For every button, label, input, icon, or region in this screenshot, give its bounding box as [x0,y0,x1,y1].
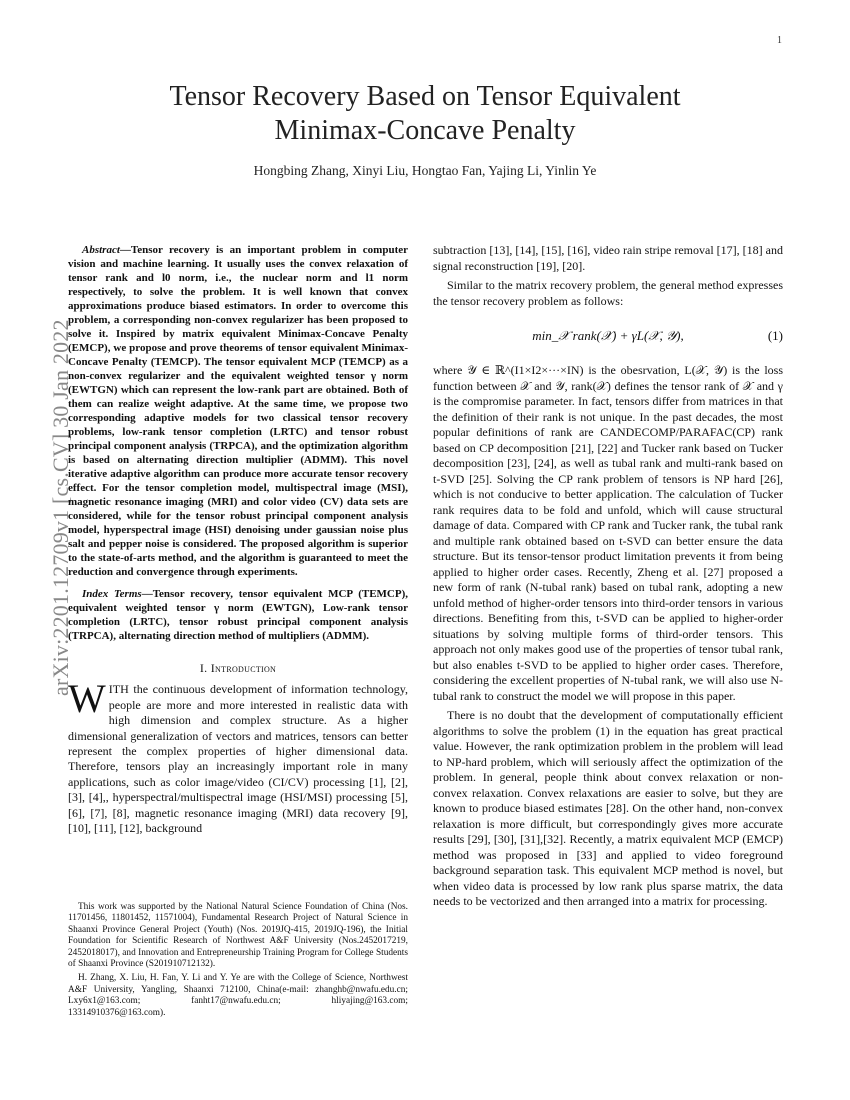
equation-1 [433,319,783,353]
arxiv-identifier-stamp[interactable]: arXiv:2201.12709v1 [cs.CV] 30 Jan 2022 [48,319,73,696]
title-line-2: Minimax-Concave Penalty [274,115,576,146]
title-line-1: Tensor Recovery Based on Tensor Equivalent [169,81,681,112]
section-title: Introduction [210,661,277,675]
paragraph-continuation: subtraction [13], [14], [15], [16], video rain stripe removal [17], [18] and signal reconstruction [19], [20]. [433,243,783,273]
author-list: Hongbing Zhang, Xinyi Liu, Hongtao Fan, Yajing Li, Yinlin Ye [253,163,597,178]
footnote-affiliation: H. Zhang, X. Liu, H. Fan, Y. Li and Y. Ye are with the College of Science, Northwest A&F University, Yangling, Shaanxi 712100, China(e-mail: zhanghb@nwafu.edu.cn; Lxy6x1@163.com; fanht17@nwafu.edu.cn; hliyajing@163.com; 13314910376@163.com). [68,973,408,1018]
abstract [68,243,408,579]
footnote-funding: This work was supported by the National Natural Science Foundation of China (Nos. 11701456, 11801452, 11571004), Fundamental Research Project of Natural Science in Shaanxi Province General Project (Youth) (Nos. 2019JQ-415, 2019JQ-196), the Initial Foundation for Scientific Research of Northwest A&F University (Nos.2452017219, 2452018017), and Innovation and Entrepreneurship Training Program for College Students of Shaanxi Province (S201910712132). [68,902,408,970]
equation-body: min_𝒳 rank(𝒳) + γL(𝒳, 𝒴), [532,328,684,344]
intro-paragraph [68,676,408,836]
index-terms [68,587,408,643]
page-number: 1 [777,35,782,46]
index-terms-text: —Tensor recovery, tensor equivalent MCP (TEMCP), equivalent weighted tensor γ norm (EWTGN), Low-rank tensor completion (LRTC), tensor robust principal component analysis (TRPCA), alternating direction method of multipliers (ADMM). [68,588,409,642]
abstract-label: Abstract [82,244,120,256]
right-column [433,243,783,914]
paragraph-rank-definitions: where 𝒴 ∈ ℝ^(I1×I2×···×IN) is the obesrvation, L(𝒳, 𝒴) is the loss function between 𝒳 and 𝒴, rank(𝒳) defines the tensor rank of 𝒳 and γ is the compromise parameter. In fact, tensors differ from matrices in that the definition of their rank is not unique. In the past decades, the most popular definitions of rank are CANDECOMP/PARAFAC(CP) rank based on CP decomposition [21], [22] and Tucker rank based on Tucker decomposition [23], [24], as well as tubal rank and multi-rank based on t-SVD [25]. Solving the CP rank problem of tensors is NP hard [26], which is not conducive to better application. The calculation of Tucker rank requires data to be fold and unfold, which will cause structural damage of data. Compared with CP rank and Tucker rank, the tubal rank and multiple rank obtained based on t-SVD can better ensure the data structure. But its tensor-tensor product limitation prevents it from being applied to higher order cases. Recently, Zheng et al. [27] proposed a new form of rank (N-tubal rank) based on tubal rank, adopting a new unfold method of higher-order tensors into third-order tensors in various directions. Benefiting from this, t-SVD can be applied to higher-order situations by solving multiple forms of third-order tensors. This approach not only makes good use of the properties of tensor tubal rank, but also enables t-SVD to be applied to higher order cases. Therefore, considering the excellent properties of N-tubal rank, we will also use N-tubal rank to construct the model we will propose in this paper. [433,363,783,703]
paragraph-nonconvex-relaxation: There is no doubt that the development of computationally efficient algorithms to solve the problem (1) in the equation has great practical value. However, the rank optimization problem in the problem will lead to NP-hard problem, which will seriously affect the optimization of the problem. In general, people think about convex relaxation or non-convex relaxation. Convex relaxations are easier to solve, but they are known to produce biased estimates [28]. On the other hand, non-convex relaxation is more difficult, but correspondingly gives more accurate results [29], [30], [31],[32]. Recently, a matrix equivalent MCP (EMCP) method was proposed in [33] and applied to video foreground background separation task. This equivalent MCP method is novel, but when video data is processed by low rank plus sparse matrix, the data needs to be vectorized and then arranged into a matrix for processing. [433,708,783,908]
abstract-text: —Tensor recovery is an important problem in computer vision and machine learning. It usually uses the convex relaxation of tensor rank and l0 norm, i.e., the nuclear norm and l1 norm respectively, to solve the problem. It is well known that convex approximations produce biased estimators. In order to overcome this problem, a corresponding non-convex regularizer has been proposed to solve it. Inspired by matrix equivalent Minimax-Concave Penalty (EMCP), we propose and prove theorems of tensor equivalent Minimax-Concave Penalty (TEMCP). The tensor equivalent MCP (TEMCP) as a non-convex regularizer and the equivalent weighted tensor γ norm (EWTGN) which can represent the low-rank part are obtained. Both of them can realize weight adaptive. At the same time, we propose two corresponding adaptive models for two classical tensor recovery problems, low-rank tensor completion (LRTC) and tensor robust principal component analysis (TRPCA), and the optimization algorithm is based on alternating direction multiplier (ADMM). This novel iterative adaptive algorithm can produce more accurate tensor recovery effect. For the tensor completion model, multispectral image (MSI), magnetic resonance imaging (MRI) and color video (CV) data sets are considered, while for the tensor robust principal component analysis model, hyperspectral image (HSI) denoising under gaussian noise plus salt and pepper noise is considered. The proposed algorithm is superior to the state-of-arts method, and the algorithm is guaranteed to meet the reduction and convergence through experiments. [68,244,408,578]
equation-number: (1) [767,328,783,344]
paragraph-general-method: Similar to the matrix recovery problem, the general method expresses the tensor recovery problem as follows: [433,278,783,308]
intro-paragraph-text: ITH the continuous development of information technology, people are more and more interested in realistic data with high dimension and complex structure. As a higher dimensional generalization of vectors and matrices, tensors can better represent the complex properties of higher dimensional data. Therefore, tensors play an increasingly important role in many applications, such as color image/video (CI/CV) processing [1], [2], [3], [4],, hyperspectral/multispectral image (HSI/MSI) processing [5], [6], [7], [8], magnetic resonance imaging (MRI) data recovery [9], [10], [11], [12], background [68,682,408,836]
drop-cap: W [68,676,106,722]
footnotes [68,902,408,1022]
index-terms-label: Index Terms [82,588,142,600]
paper-title [100,80,750,148]
section-heading-introduction [68,661,408,676]
left-column [68,243,408,840]
section-number: I. [199,661,211,675]
